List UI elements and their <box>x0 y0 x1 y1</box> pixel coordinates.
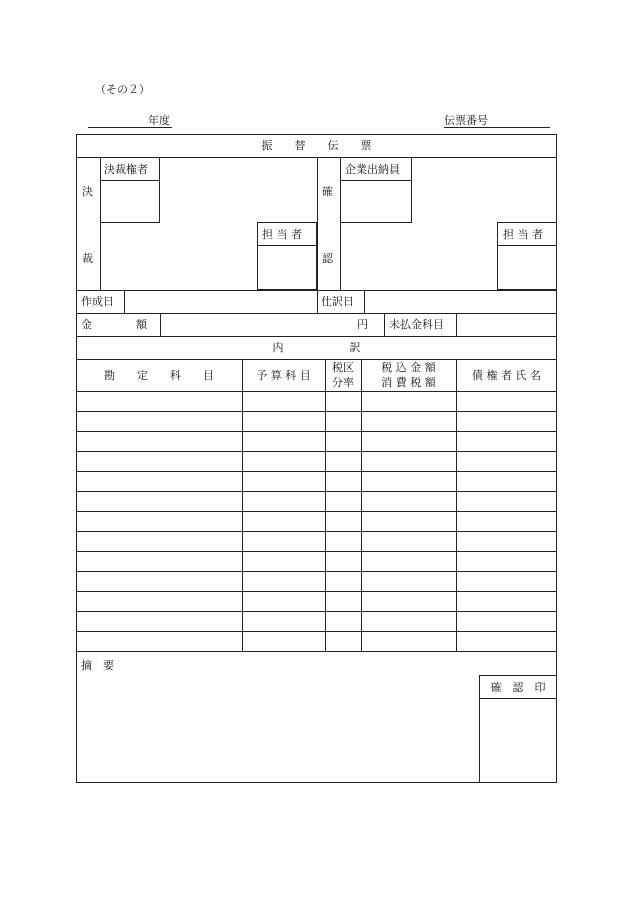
journal-date-label: 仕訳日 <box>321 295 354 308</box>
kessai-person-label: 担 当 者 <box>262 228 302 241</box>
confirm-seal-header-line <box>479 698 556 699</box>
divider-dates-top <box>76 290 557 291</box>
divider-amount-top <box>76 313 557 314</box>
table-row <box>76 511 557 512</box>
column-account: 勘 定 科 目 <box>104 369 214 382</box>
table-row <box>76 551 557 552</box>
table-row <box>76 451 557 452</box>
year-underline <box>88 127 172 128</box>
column-tax-amount-1: 税 込 金 額 <box>381 361 436 374</box>
slip-number-label: 伝票番号 <box>444 114 488 127</box>
table-row <box>76 531 557 532</box>
column-creditor: 債 権 者 氏 名 <box>472 369 541 382</box>
kessai-person-header-line <box>257 245 316 246</box>
amount-divider <box>160 313 161 336</box>
kakunin-person-label: 担 当 者 <box>503 228 543 241</box>
kessai-side-top: 決 <box>82 185 93 198</box>
kakunin-side-top: 確 <box>322 185 333 198</box>
page-note: （その２） <box>95 83 150 96</box>
table-row <box>76 571 557 572</box>
table-row <box>76 471 557 472</box>
yen-label: 円 <box>357 318 368 331</box>
confirm-seal-label: 確 認 印 <box>490 681 546 694</box>
kessai-side-bottom: 裁 <box>82 252 93 265</box>
unpaid-item-label: 未払金科目 <box>389 318 444 331</box>
treasurer-header-line <box>340 180 411 181</box>
table-row <box>76 411 557 412</box>
column-tax-amount-2: 消 費 税 額 <box>381 376 436 389</box>
divider-breakdown-top <box>76 336 557 337</box>
table-row <box>76 591 557 592</box>
summary-label: 摘 要 <box>81 659 114 672</box>
form-title: 振 替 伝 票 <box>261 139 372 152</box>
journal-date-divider <box>364 290 365 313</box>
table-row <box>76 491 557 492</box>
authority-header-line <box>100 180 159 181</box>
kakunin-side-bottom: 認 <box>322 252 333 265</box>
slip-number-underline <box>444 127 550 128</box>
col-divider-3 <box>361 359 362 651</box>
table-row <box>76 431 557 432</box>
col-divider-2 <box>325 359 326 651</box>
col-divider-4 <box>456 359 457 651</box>
authority-label: 決裁権者 <box>104 163 148 176</box>
breakdown-title: 内 訳 <box>272 341 361 354</box>
divider-summary-top <box>76 651 557 652</box>
kakunin-person-header-line <box>497 245 556 246</box>
divider-columns-top <box>76 359 557 360</box>
table-row <box>76 631 557 632</box>
column-budget: 予 算 科 目 <box>256 369 311 382</box>
unpaid-divider-left <box>384 313 385 336</box>
table-row <box>76 611 557 612</box>
created-date-divider <box>124 290 125 313</box>
year-label: 年度 <box>148 114 170 127</box>
column-tax-div-1: 税区 <box>332 361 354 374</box>
col-divider-1 <box>242 359 243 651</box>
amount-label: 金 額 <box>81 318 147 331</box>
unpaid-divider-right <box>456 313 457 336</box>
treasurer-label: 企業出納員 <box>345 163 400 176</box>
table-row <box>76 391 557 392</box>
column-tax-div-2: 分率 <box>332 376 354 389</box>
created-date-label: 作成日 <box>81 295 114 308</box>
